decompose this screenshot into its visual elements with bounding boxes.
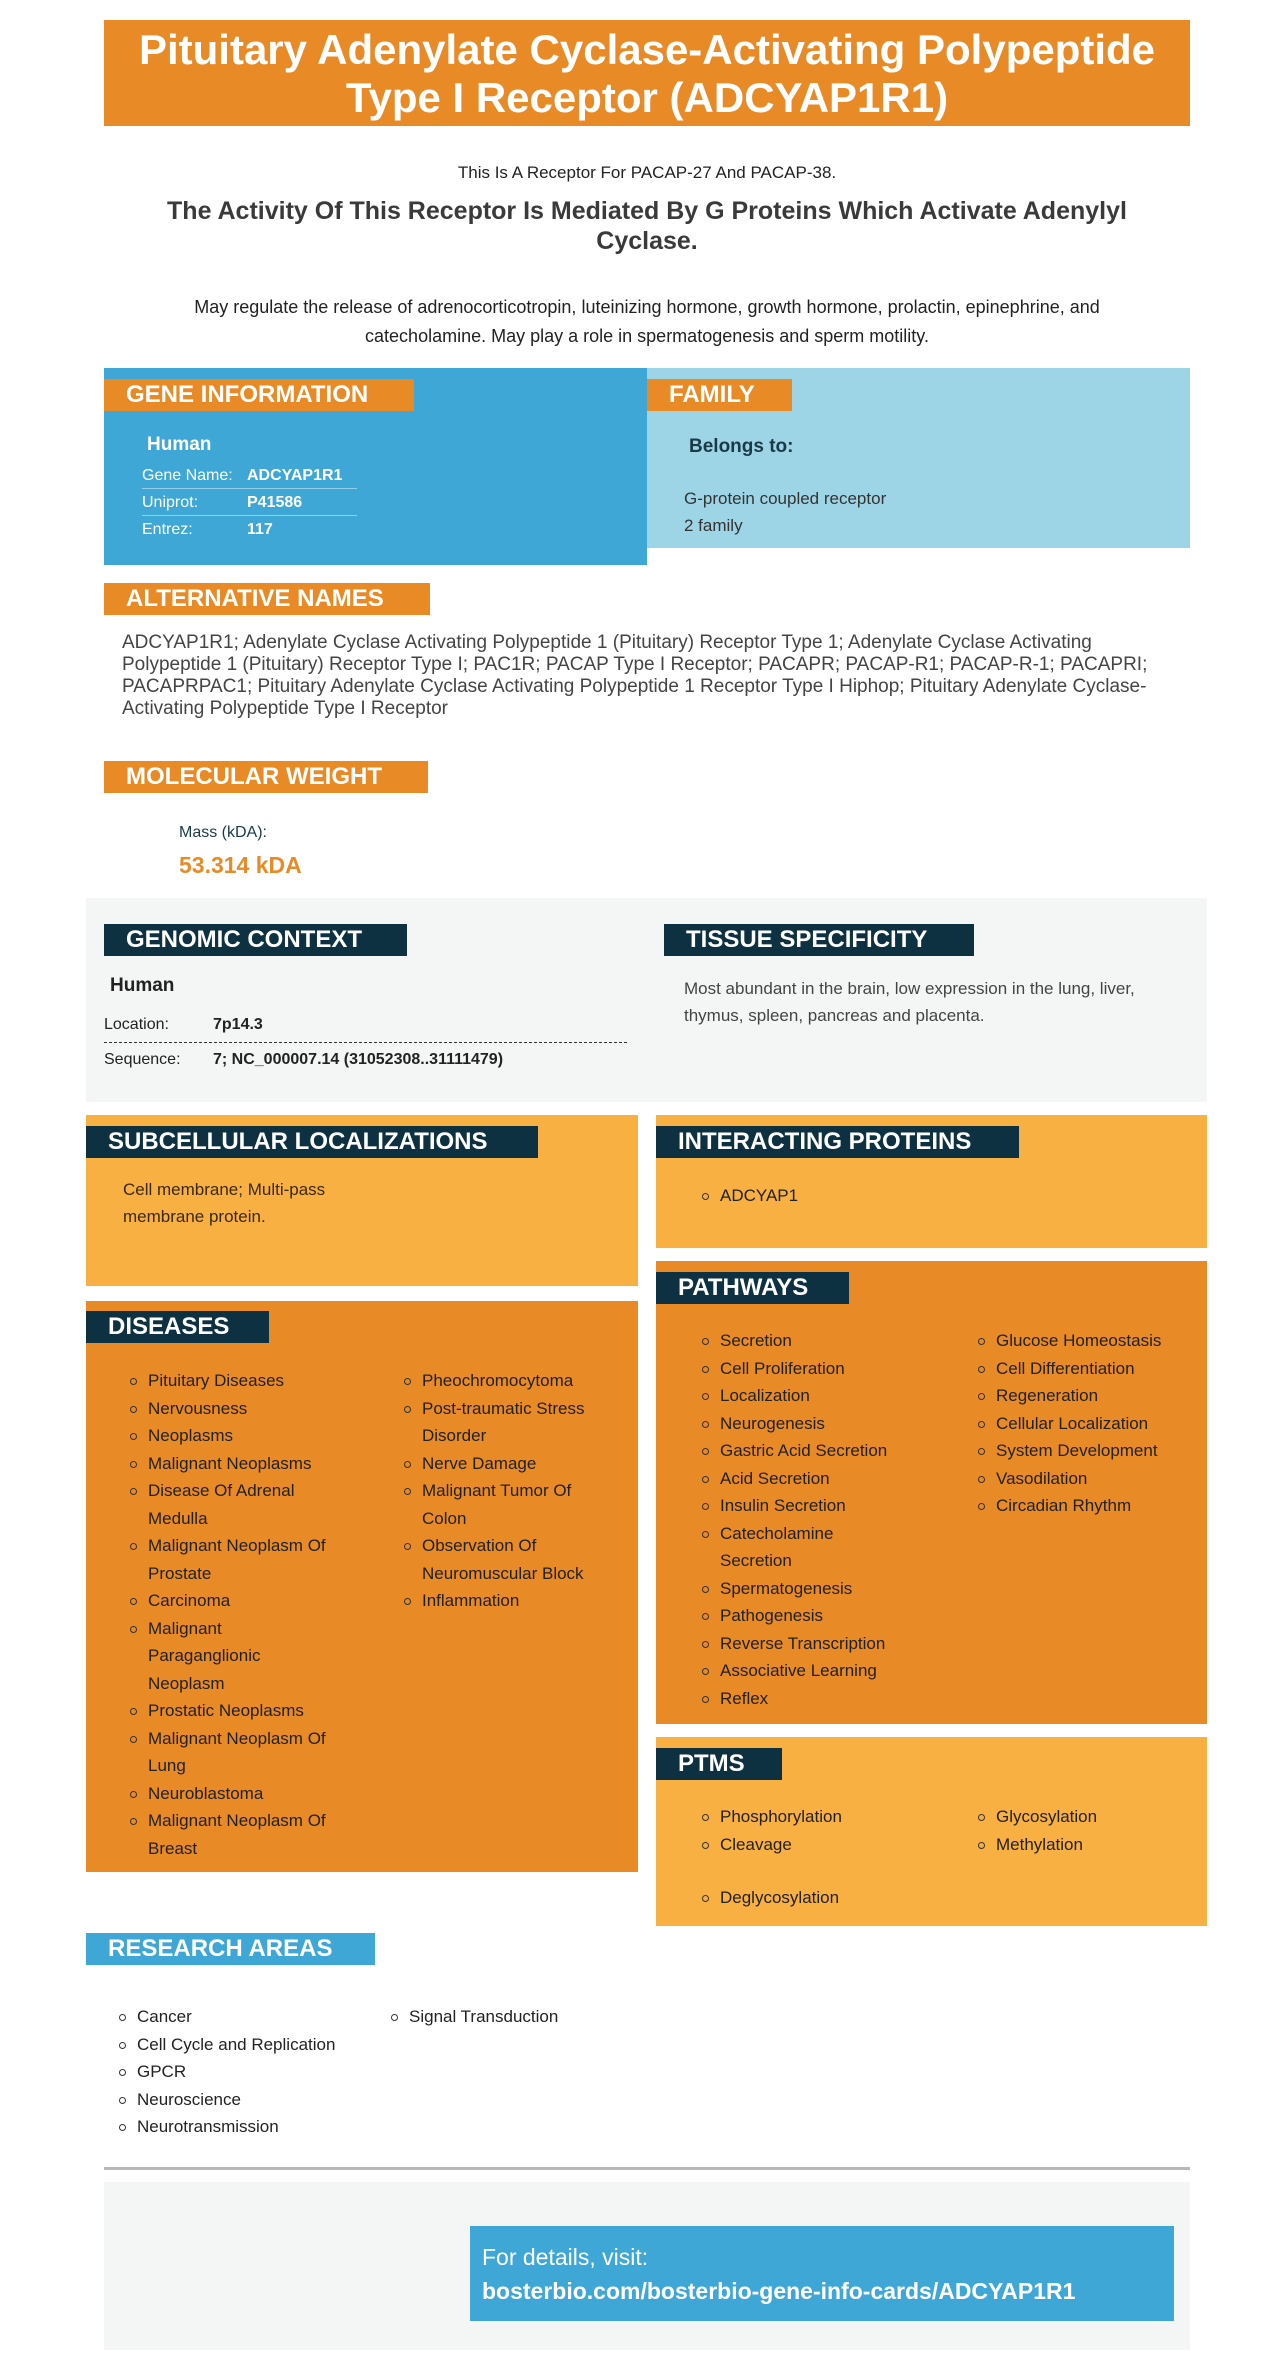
list-item: Inflammation bbox=[404, 1587, 624, 1615]
list-item: Malignant Paraganglionic Neoplasm bbox=[130, 1615, 270, 1698]
list-item: Catecholamine Secretion bbox=[702, 1520, 832, 1575]
gene-info-table bbox=[142, 462, 357, 543]
list-item: Cleavage bbox=[702, 1831, 962, 1859]
uniprot-row bbox=[142, 489, 357, 516]
list-item: Nerve Damage bbox=[404, 1450, 624, 1478]
list-item: Cellular Localization bbox=[978, 1410, 1198, 1438]
alt-names-heading: ALTERNATIVE NAMES bbox=[104, 583, 430, 615]
list-item: Cell Cycle and Replication bbox=[119, 2031, 369, 2059]
list-item: Glycosylation bbox=[978, 1803, 1198, 1831]
family-text bbox=[684, 485, 886, 539]
list-item: Observation Of Neuromuscular Block bbox=[404, 1532, 624, 1587]
entrez-row bbox=[142, 516, 357, 543]
list-item: Cancer bbox=[119, 2003, 369, 2031]
list-item: Associative Learning bbox=[702, 1657, 962, 1685]
list-item: Reverse Transcription bbox=[702, 1630, 962, 1658]
list-item: Signal Transduction bbox=[391, 2003, 641, 2031]
gene-name-value: ADCYAP1R1 bbox=[247, 467, 343, 484]
list-item: System Development bbox=[978, 1437, 1198, 1465]
list-item: Post-traumatic Stress Disorder bbox=[404, 1395, 624, 1450]
family-belongs-label: Belongs to: bbox=[689, 436, 794, 457]
location-value: 7p14.3 bbox=[213, 1016, 263, 1033]
interacting-heading: INTERACTING PROTEINS bbox=[656, 1126, 1019, 1158]
intro-line-3: May regulate the release of adrenocorticotropin, luteinizing hormone, growth hormone, prolactin, epinephrine, and catecholamine. May play a role in spermatogenesis and sperm motility. bbox=[194, 297, 1100, 346]
list-item: Neurotransmission bbox=[119, 2113, 369, 2141]
list-item: Phosphorylation bbox=[702, 1803, 962, 1831]
mass-value: 53.314 kDA bbox=[179, 852, 302, 878]
genomic-species: Human bbox=[110, 975, 175, 996]
diseases-list-col1 bbox=[130, 1367, 350, 1862]
details-url[interactable]: bosterbio.com/bosterbio-gene-info-cards/ADCYAP1R1 bbox=[482, 2278, 1076, 2304]
list-item: Disease Of Adrenal Medulla bbox=[130, 1477, 310, 1532]
mol-weight-heading: MOLECULAR WEIGHT bbox=[104, 761, 428, 793]
list-item: GPCR bbox=[119, 2058, 369, 2086]
list-item: Gastric Acid Secretion bbox=[702, 1437, 962, 1465]
list-item: Pathogenesis bbox=[702, 1602, 962, 1630]
ptms-list-col2 bbox=[978, 1803, 1198, 1858]
list-item: Neuroscience bbox=[119, 2086, 369, 2114]
entrez-label: Entrez: bbox=[142, 521, 193, 538]
location-row bbox=[104, 1010, 627, 1043]
pathways-list-col1 bbox=[702, 1327, 962, 1712]
list-item: Circadian Rhythm bbox=[978, 1492, 1198, 1520]
list-item: Malignant Neoplasms bbox=[130, 1450, 350, 1478]
list-item: Malignant Neoplasm Of Lung bbox=[130, 1725, 340, 1780]
pathways-heading: PATHWAYS bbox=[656, 1272, 849, 1304]
list-item: Neuroblastoma bbox=[130, 1780, 350, 1808]
list-item: Deglycosylation bbox=[702, 1884, 962, 1912]
list-item: Pituitary Diseases bbox=[130, 1367, 350, 1395]
intro-line-1: This Is A Receptor For PACAP-27 And PACAP-38. bbox=[457, 163, 837, 182]
footer-divider bbox=[104, 2167, 1190, 2170]
ptms-list-extra bbox=[702, 1884, 962, 1912]
gene-info-heading: GENE INFORMATION bbox=[104, 379, 414, 411]
diseases-list-col2 bbox=[404, 1367, 624, 1615]
details-label: For details, visit: bbox=[482, 2244, 649, 2270]
research-list-col1 bbox=[119, 2003, 369, 2141]
uniprot-value: P41586 bbox=[247, 494, 303, 511]
list-item: Malignant Neoplasm Of Prostate bbox=[130, 1532, 340, 1587]
subcellular-heading: SUBCELLULAR LOCALIZATIONS bbox=[86, 1126, 538, 1158]
details-link-box[interactable] bbox=[470, 2226, 1174, 2321]
entrez-value: 117 bbox=[247, 521, 273, 538]
sequence-row bbox=[104, 1044, 627, 1076]
tissue-text: Most abundant in the brain, low expression in the lung, liver, thymus, spleen, pancreas and placenta. bbox=[684, 979, 1135, 1025]
sequence-label: Sequence: bbox=[104, 1051, 181, 1068]
list-item: Cell Proliferation bbox=[702, 1355, 962, 1383]
sequence-value: 7; NC_000007.14 (31052308..31111479) bbox=[213, 1051, 504, 1068]
ptms-list-col1 bbox=[702, 1803, 962, 1858]
family-line-2: 2 family bbox=[684, 516, 743, 535]
gene-name-row bbox=[142, 462, 357, 489]
family-line-1: G-protein coupled receptor bbox=[684, 489, 887, 508]
list-item: Acid Secretion bbox=[702, 1465, 962, 1493]
list-item: Glucose Homeostasis bbox=[978, 1327, 1198, 1355]
list-item: Malignant Neoplasm Of Breast bbox=[130, 1807, 340, 1862]
location-label: Location: bbox=[104, 1016, 169, 1033]
ptms-heading: PTMS bbox=[656, 1748, 782, 1780]
list-item: Regeneration bbox=[978, 1382, 1198, 1410]
list-item: Reflex bbox=[702, 1685, 962, 1713]
list-item: Insulin Secretion bbox=[702, 1492, 962, 1520]
list-item: Methylation bbox=[978, 1831, 1198, 1859]
list-item: Neoplasms bbox=[130, 1422, 350, 1450]
mass-label: Mass (kDA): bbox=[179, 824, 267, 841]
list-item: Spermatogenesis bbox=[702, 1575, 962, 1603]
uniprot-label: Uniprot: bbox=[142, 494, 199, 511]
family-heading: FAMILY bbox=[647, 379, 792, 411]
interacting-list bbox=[702, 1182, 1102, 1210]
subcellular-text: Cell membrane; Multi-pass membrane protein. bbox=[123, 1180, 326, 1226]
pathways-list-col2 bbox=[978, 1327, 1198, 1520]
list-item: ADCYAP1 bbox=[702, 1182, 1102, 1210]
list-item: Prostatic Neoplasms bbox=[130, 1697, 350, 1725]
list-item: Pheochromocytoma bbox=[404, 1367, 624, 1395]
alt-names-text: ADCYAP1R1; Adenylate Cyclase Activating Polypeptide 1 (Pituitary) Receptor Type 1; Adenylate Cyclase Activating Polypeptide 1 (Pituitary) Receptor Type I; PAC1R; PACAP Type I Receptor; PACAPR; PACAP-R1; PACAP-R-1; PACAPRI; PACAPRPAC1; Pituitary Adenylate Cyclase Activating Polypeptide 1 Receptor Type I Hiphop; Pituitary Adenylate Cyclase-Activating Polypeptide Type I Receptor bbox=[122, 632, 1148, 719]
page-title: Pituitary Adenylate Cyclase-Activating Polypeptide Type I Receptor (ADCYAP1R1) bbox=[104, 20, 1190, 126]
list-item: Malignant Tumor Of Colon bbox=[404, 1477, 604, 1532]
research-list-col2 bbox=[391, 2003, 641, 2031]
tissue-heading: TISSUE SPECIFICITY bbox=[664, 924, 974, 956]
list-item: Localization bbox=[702, 1382, 962, 1410]
list-item: Cell Differentiation bbox=[978, 1355, 1198, 1383]
list-item: Carcinoma bbox=[130, 1587, 350, 1615]
genomic-context-heading: GENOMIC CONTEXT bbox=[104, 924, 407, 956]
research-areas-heading: RESEARCH AREAS bbox=[86, 1933, 375, 1965]
list-item: Neurogenesis bbox=[702, 1410, 962, 1438]
list-item: Nervousness bbox=[130, 1395, 350, 1423]
list-item: Vasodilation bbox=[978, 1465, 1198, 1493]
gene-info-species: Human bbox=[147, 434, 212, 455]
diseases-heading: DISEASES bbox=[86, 1311, 269, 1343]
intro-line-2: The Activity Of This Receptor Is Mediated By G Proteins Which Activate Adenylyl Cyclase. bbox=[167, 197, 1127, 255]
gene-name-label: Gene Name: bbox=[142, 467, 233, 484]
list-item: Secretion bbox=[702, 1327, 962, 1355]
